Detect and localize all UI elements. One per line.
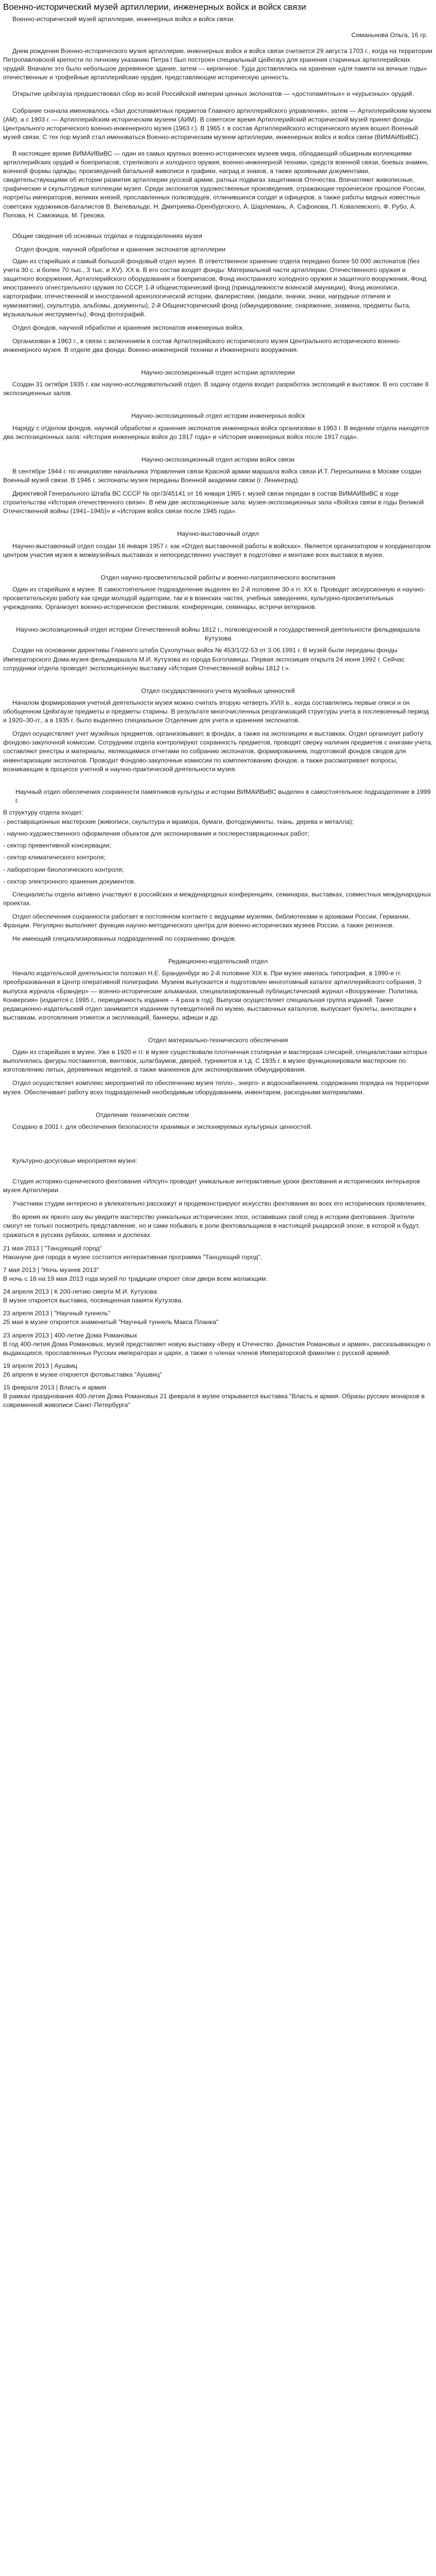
events-intro-paragraph: Студия историко-сценического фехтования «Ипсуп» проводит уникальные интерактивные уроки фехтования и исторических интерьеров музея Артиллерии.	[3, 1178, 420, 1194]
department-list-intro: В структуру отдела входит:	[3, 808, 84, 816]
department-paragraph: Начало издательской деятельности положил Н.Е. Бранденбург во 2-й половине XIX в. При музее имелась типография, в 1990-е гг. преобразованная в Центр оперативной полиграфии. Музеем выпускается и подготовлен многотомный каталог артиллерийского собрания, 3 выпуска журнала «Брандер» — военно-исторические альманахи, специализированный публицистический журнал «Вооружение. Политика. Конверсия» (издается с 1995 г., периодичность издания – 4 раза в год). Выпуски осуществляет специальная группа изданий. Также редакционно-издательский отдел занимается изданием путеводителей по музею, выставочных каталогов, выпускает буклеты, аннотации к выставкам, изготовления этикеток и экспликаций, баннеры, афиши и др.	[3, 970, 422, 1021]
list-item: - реставрационные мастерские (живописи, скульптура и мрамора, бумаги, фотодокументы, ткань, дерева и металла);	[3, 818, 354, 826]
event-item	[3, 1287, 433, 1305]
list-item: - сектор электронного хранения документов.	[3, 877, 136, 885]
department-section	[3, 788, 433, 956]
department-heading: Научно-выставочный отдел	[177, 530, 259, 538]
department-paragraph: Отдел обеспечения сохранности работает в постоянном контакте с ведущими музеями, библиотеками и архивами России, Германии, Франции. Регулярно выполняет функции научно-методического центра для военно-исторических музеев России, а также регионов.	[3, 912, 410, 929]
department-paragraph: Отдел осуществляет учет музейных предметов, организовывает, в фондах, а также на экспозициях и выставках. Отдел организует работу фондово-закупочной комиссии. Сотрудники отдела контролируют сохранность предметов, проводят сверку наличия предметов с книгами учета, составляют реестры и материалы, являющимися отчетами по собранию экспонатов, формированием, подготовкой фондов сводов для инвентаризации экспонатов. Проводит Фондово-закупочные комиссии по комплектованию фондов, а также рассматривает вопросы, возникающие в процессе учетной и научно-практической деятельности музея.	[3, 730, 433, 773]
department-heading: Научно-экспозиционный отдел истории артиллерии	[141, 369, 295, 377]
department-heading: Отдел научно-просветительской работы и военно-патриотического воспитания	[100, 573, 336, 581]
department-paragraph: Создан на основании директивы Главного штаба Сухопутных войск № 453/1/22-53 от 3.06.1991 г. В музей были переданы фонды Императорского Дома-музея фельдмаршала М.И. Кутузова из города Боголавицы. Первая экспозиция открыта 24 июня 1992 г. Сейчас сотрудники отдела проводят экспозиционную выставку «История Отечественной войны 1812 г.».	[3, 647, 405, 672]
department-paragraph: Не имеющий специализированных подразделений по сохранению фондов.	[12, 935, 237, 943]
event-item	[3, 1309, 433, 1327]
event-item	[3, 1331, 433, 1358]
event-description: В музее откроется выставка, посвященная памяти Кутузова.	[3, 1297, 183, 1304]
department-section	[3, 957, 433, 1034]
event-description: 26 апреля в музее откроется фотовыставка "Аушвиц"	[3, 1370, 162, 1378]
event-item	[3, 1244, 433, 1262]
department-paragraph: Специалисты отдела активно участвуют в российских и международных конференциях, семинарах, выставках, совместных международных проектах.	[3, 890, 431, 907]
department-section	[3, 530, 433, 571]
department-section	[3, 368, 433, 410]
department-paragraph: Наряду с отделом фондов, научной обработки и хранения экспонатов инженерных войск организован в 1963 г. В ведении отдела находятся два экспозиционных зала: «История инженерных войск до 1917 года» и «История инженерных войск после 1917 года».	[3, 424, 429, 440]
department-heading: Редакционно-издательский отдел	[168, 958, 268, 965]
list-item: - сектор климатического контроля;	[3, 854, 106, 861]
department-paragraph: Директивой Генерального Штаба ВС СССР № орг/3/45141 от 16 января 1965 г. музей связи передан в состав ВИМАИВиВС в ходе строительства «История отечественного связи». В нём две экспозиционные зала: музея-экспозиционных зала «Войска связи в годы Великой Отечественной войны (1941–1945)» и «История войск связи после 1945 года».	[3, 490, 424, 515]
department-paragraph: Один из старейших в музее. В самостоятельное подразделение выделен во 2-й половине 30-х гг. XX в. Проводит экскурсионную и научно-просветительскую работу как среди молодой аудитории, так и в воинских частях, учебных заведениях, культурно-просветительных учреждениях. Организует военно-историческое фестивали, конференции, семинары, встречи ветеранов.	[3, 585, 425, 611]
department-heading: Отделение технических систем	[96, 1111, 189, 1118]
event-description: В рамках празднования 400-летия Дома Романовых 21 февраля в музее открывается выставка "Власть и армия. Образы русских монархов в современной живописи Санкт-Петербурга"	[3, 1393, 425, 1409]
history-paragraph: Днем рождения Военно-исторического музея артиллерии, инженерных войск и войск связи считается 29 августа 1703 г., когда на территории Петропавловской крепости по личному указанию Петра I был построен специальный Цейхгауз для хранения старинных артиллерийских орудий. Вначале это было небольшое деревянное здание, затем — кирпичное. Туда доставлялись на хранение «для памяти на вечные годы» отечественные и трофейные артиллерийские орудия, представляющие историческую ценность.	[3, 47, 432, 81]
history-paragraph: Открытие цейхгауза предшествовал сбор во всей Российской империи ценных экспонатов — «достопамятных» и «курьезных» орудий.	[12, 90, 414, 98]
events-title: Культурно-досуговые мероприятия музея:	[12, 1157, 137, 1164]
department-paragraph: Один из старейших в музее. Уже в 1920-е гг. в музее существовали плотничная столярная и мастерская слесарей, специалистами которых выполнялись фигуры постаментов, винтовок, шлагбаумов, дверей, турникетов и т.д. С 1935 г. в музее функционировали мастерские по изготовлению литых, деревянных моделей, а также манекенов для экспонирования обмундирования.	[3, 1048, 428, 1074]
department-heading: Научно-экспозиционный отдел истории инженерных войск	[131, 412, 305, 420]
event-item	[3, 1266, 433, 1283]
department-paragraph: Организован в 1963 г., в связи с включением в состав Артиллерийского исторического музея Центрального исторического военно-инженерного музея. В отделе два фонда: Военно-инженерной техники и Инженерного вооружения.	[3, 337, 401, 354]
department-section	[3, 1036, 433, 1109]
list-item: - научно-художественного оформления объектов для экспонирования и послереставрационных работ;	[3, 830, 309, 838]
department-paragraph: Отдел осуществляет комплекс мероприятий по обеспечению музея тепло-, энерго- и водоснабжением, содержанию порядка на территории музея. Обеспечивает работу всех подразделений необходимым оборудованием, инвентарем, расходными материалами.	[3, 1079, 429, 1096]
department-section	[3, 573, 433, 623]
event-description: В ночь с 18 на 19 мая 2013 года музей по традиции откроет свои двери всем желающим.	[3, 1275, 268, 1282]
event-item	[3, 1362, 433, 1379]
events-intro-paragraph: Во время их яркого шоу вы увидите мастерство уникальных исторических эпох, оставивших свой след в истории фехтования. Зрители смогут не только посмотреть представление, но и сами побывать в роли фехтовальщиков в настоящей рыцарской эпохе, в которой и будут, сражаться в русских рубахах, шлемах и доспехах.	[3, 1213, 420, 1239]
author-signature: Симаньнова Ольга, 16 гр.	[351, 31, 428, 39]
list-item: - сектор превентивной консервации;	[3, 842, 111, 850]
event-description: В год 400-летия Дома Романовых, музей представляет новую выставку «Веру и Отечество. Династия Романовых и армия», рассказывающую о выдающихся, прославленных Русских императорах и царях, а также о членах членов Императорской фамилии с русской армией.	[3, 1340, 431, 1357]
department-paragraph: Один из старейших и самый большой фондовый отдел музея. В ответственное хранение отдела передано более 50 000 экспонатов (без учета 30 с. и более 70 тыс., 3 тыс. и ХV). ХХ в. В его состав входят фонды: Материальной части артиллерии, Отечественного оружия и защитного вооружения, Артиллерийского оборудования и боеприпасов, Фонд иностранного холодного оружия и защитного вооружения, Фонд иностранного огнестрельного оружия по СССР, 1-й общеисторический фонд (принадлежности воинской амуниции), Фонд иконописи, картографии, отечественной и иностранной археологической истории, фалеристики, (медали, значки, знаки, нагрудные отличия и нумизматики), скульптура, альбомы, документы), 2-й Общеисторический фонд (обмундирование, снаряжение, знамена, предметы быта, музыкальные инструменты), Фонд фотографий.	[3, 258, 427, 318]
history-paragraph: В настоящее время ВИМАИВиВС — один из самых крупных военно-исторических музеев мира, обладающий обширным коллекциями артиллерийских орудий и боеприпасов, стрелкового и холодного оружия, военно-инженерной техники, средств военной связи, боевых знамен, военной формы одежды, произведений батальной живописи и графики, наград и знаков, а также архивными документами, свидетельствующими об истории развития артиллерии русской армии, ратных подвигах защитников Отечества. Впечатляют живописные, графические и скульптурные коллекции музея. Среди экспонатов художественные произведения, отражающие героическое прошлое России, портреты императоров, великих князей, прославленных полководцев, отличившихся солдат и офицеров, а также работы видных известных советских художников-баталистов В. Вилевальде, Н. Дмитриева-Оренбургского, А. Шарлемань, А. Сафонова, П. Ковалевского, Ф. Рубо, А. Попова, Н. Самокиша, М. Грекова.	[3, 149, 429, 219]
department-heading: Отдел материально-технического обеспечения	[148, 1037, 288, 1044]
department-section	[3, 625, 433, 685]
event-description: Накануне дня города в музее состоится интерактивная программа "Танцующий город".	[3, 1253, 263, 1261]
list-item: - лаборатории биологического контроля;	[3, 866, 124, 873]
department-list	[3, 818, 433, 886]
department-paragraph: Научно-выставочный отдел создан 16 января 1957 г. как «Отдел выставочной работы в войсках». Является организатором и координатором центром участия музея в межмузейных выставках и непосредственно участвует в подготовке и монтаже всех выставок в музее.	[3, 542, 431, 558]
department-heading: Научный отдел обеспечения сохранности памятников культуры и истории ВИМАИВиВС выделен в самостоятельное подразделение в 1999 г.	[15, 788, 431, 804]
department-heading: Научно-экспозиционный отдел истории войск связи	[141, 455, 295, 463]
event-date-title: 7 мая 2013 | "Ночь музеев 2013"	[3, 1266, 99, 1274]
event-item	[3, 1383, 433, 1410]
department-heading: Отдел фондов, научной обработки и хранения экспонатов артиллерии	[15, 245, 225, 253]
event-date-title: 23 апреля 2013 | 400-летие Дома Романовых	[3, 1331, 137, 1339]
event-date-title: 24 апреля 2013 | К 200-летию смерти М.И. Кутузова	[3, 1288, 157, 1296]
event-description: 25 мая в музее откроется знаменитый "Научный туннель Макса Планка"	[3, 1318, 219, 1326]
history-paragraph: Собрание сначала именовалось «Зал достопамятных предметов Главного артиллерийского управления», затем — Артиллерийским музеем (АМ), а с 1903 г. — Артиллерийским историческим музеем (АИМ). В советское время Артиллерийский исторический музей принял фонды Центрального исторического военно-инженерного музея (1963 г.). В 1965 г. в состав Артиллерийского исторического музея вошел Военный музей связи. С тех пор музей стал именоваться Военно-историческим музеем артиллерии, инженерных войск и войск связи (ВИМАИВиВС).	[3, 107, 431, 141]
page-subtitle: Военно-исторический музей артиллерии, инженерных войск и войск связи.	[12, 15, 235, 23]
structure-title: Общие сведения об основных отделах и подразделениях музея	[12, 232, 202, 240]
department-paragraph: Началом формирования учетной деятельности музея можно считать вторую четверть XVIII в., когда составлялись первые описи и он обобщенном Цейхгаузе предметы и предметы старины. В результате многочисленных реорганизаций структуры учета в послевоенный период и 1920–30-гг., а в 1935 г. было выделено специальное Отделение для учета и хранения экспонатов.	[3, 699, 429, 724]
events-intro-paragraph: Участники студии интересно и увлекательно расскажут и продемонстрируют искусство фехтования во всех его исторических проявлениях.	[12, 1200, 427, 1208]
department-paragraph: Создано в 2001 г. для обеспечения безопасности хранимых и экспонируемых культурных ценностей.	[12, 1123, 312, 1130]
department-section	[3, 455, 433, 528]
department-section	[3, 412, 433, 453]
event-date-title: 15 февраля 2013 | Власть и армия	[3, 1384, 107, 1392]
event-date-title: 23 апреля 2013 | "Научный туннель"	[3, 1310, 111, 1317]
departments-list	[3, 245, 433, 1143]
department-section	[3, 687, 433, 786]
department-section	[3, 1111, 433, 1143]
department-section	[3, 245, 433, 366]
event-date-title: 21 мая 2013 | "Танцующий город"	[3, 1244, 102, 1252]
department-paragraph: В сентябре 1944 г. по инициативе начальника Управления связи Красной армии маршала войск связи И.Т. Пересыпкина в Москве создан Военный музей связи. В 1946 г. экспонаты музея переданы Военной академии связи (г. Ленинград).	[3, 467, 422, 484]
department-paragraph: Отдел фондов, научной обработки и хранения экспонатов инженерных войск.	[12, 324, 244, 331]
events-list	[3, 1244, 433, 1410]
event-date-title: 19 апреля 2013 | Аушвиц	[3, 1362, 78, 1369]
department-heading: Отдел государственного учета музейных ценностей	[141, 687, 295, 694]
department-paragraph: Создан 31 октября 1935 г. как научно-исследовательский отдел. В задачу отдела входит разработка экспозиций и выставок. В его составе 8 экспозиционных залов.	[3, 381, 429, 397]
department-heading: Научно-экспозиционный отдел истории Отечественной войны 1812 г., полководческой и государственной деятельности фельдмаршала Кутузова	[16, 626, 420, 642]
page-title: Военно-исторический музей артиллерии, инженерных войск и войск связи	[3, 2, 306, 12]
